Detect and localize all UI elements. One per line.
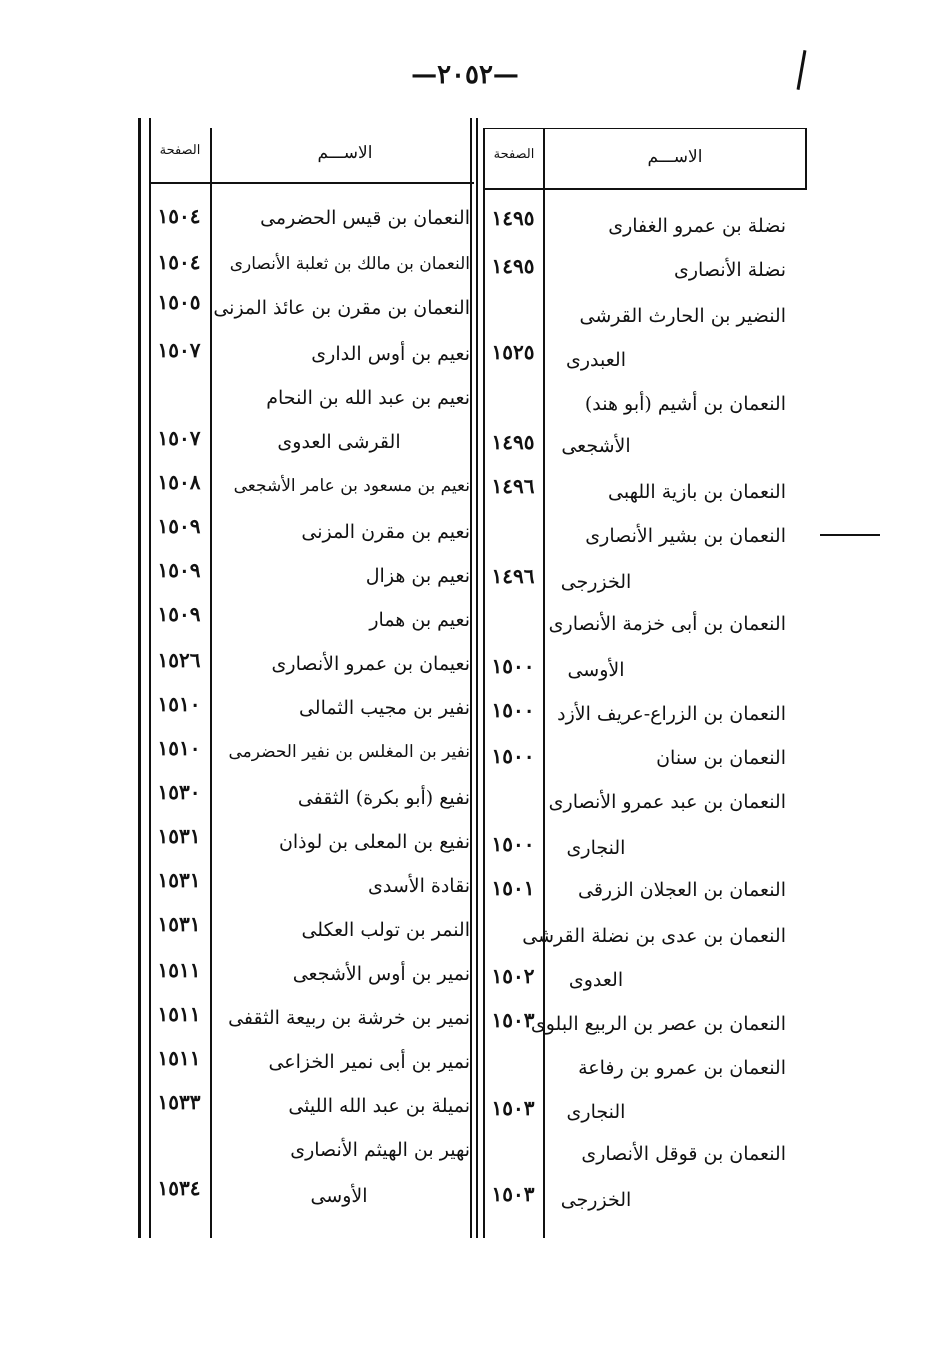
entry-page: ١٥١١ bbox=[157, 1002, 201, 1026]
entry-page: ١٤٩٦ bbox=[491, 474, 535, 498]
entry-name-continued: النجارى bbox=[566, 837, 626, 859]
entry-name: نعيم بن همار bbox=[369, 609, 470, 631]
rule-left-outer bbox=[138, 118, 141, 1238]
entry-page bbox=[483, 1046, 543, 1082]
entry-page: ١٥٠٨ bbox=[157, 470, 201, 494]
entry-page: ١٥٠٠ bbox=[491, 654, 535, 678]
entry-name: النعمان بن قوقل الأنصارى bbox=[581, 1143, 786, 1165]
entry-name: نعيم بن أوس الدارى bbox=[311, 343, 470, 365]
entry-name: نضلة الأنصارى bbox=[674, 259, 786, 281]
entry-page bbox=[483, 378, 543, 414]
entry-name: النعمان بن بازية اللهبى bbox=[608, 481, 786, 503]
entry-page bbox=[483, 600, 543, 636]
entry-name: نعيم بن مقرن المزنى bbox=[301, 521, 470, 543]
header-top-right bbox=[483, 128, 807, 129]
entry-name: النعمان بن عبد عمرو الأنصارى bbox=[548, 791, 786, 813]
entry-name: نمير بن أبى نمير الخزاعى bbox=[268, 1051, 470, 1073]
entry-page: ١٥٣٠ bbox=[157, 780, 201, 804]
entry-page: ١٥٠٩ bbox=[157, 602, 201, 626]
entry-page: ١٥٠٥ bbox=[157, 290, 201, 314]
entry-page: ١٥٠٠ bbox=[491, 698, 535, 722]
entry-page: ١٤٩٥ bbox=[491, 430, 535, 454]
entry-name: النعمان بن بشير الأنصارى bbox=[585, 525, 786, 547]
entry-page: ١٥٣١ bbox=[157, 824, 201, 848]
entry-name: النعمان بن عمرو بن رفاعة bbox=[578, 1057, 786, 1079]
entry-name: نمير بن أوس الأشجعى bbox=[292, 963, 470, 985]
entry-name: النعمان بن العجلان الزرقى bbox=[578, 879, 786, 901]
entry-name: نعيم بن هزال bbox=[365, 565, 470, 587]
entry-name: نفيع (أبو بكرة) الثقفى bbox=[297, 787, 470, 809]
entry-page: ١٥٠١ bbox=[491, 876, 535, 900]
entry-name: النعمان بن أشيم (أبو هند) bbox=[584, 393, 786, 415]
entry-name-continued: العدوى bbox=[568, 969, 624, 991]
header-underline-right bbox=[483, 188, 807, 190]
header-name-left: الاســـم bbox=[317, 143, 373, 163]
entry-name-continued: الأوسى bbox=[310, 1185, 368, 1207]
entry-name: نفيع بن المعلى بن لوذان bbox=[278, 831, 470, 853]
entry-name-continued: الخزرجى bbox=[560, 1189, 632, 1211]
entry-page bbox=[483, 1130, 543, 1166]
entry-page: ١٤٩٥ bbox=[491, 254, 535, 278]
entry-name: نهير بن الهيثم الأنصارى bbox=[290, 1139, 470, 1161]
entry-name: النعمان بن قيس الحضرمى bbox=[260, 207, 470, 229]
entry-name: النعمان بن مالك بن ثعلبة الأنصارى bbox=[229, 254, 470, 274]
entry-name: النعمان بن الزراع-عريف الأزد bbox=[557, 703, 786, 725]
entry-page: ١٥٠٩ bbox=[157, 558, 201, 582]
entry-name: نميلة بن عبد الله الليثى bbox=[288, 1095, 470, 1117]
entry-name-continued: العبدرى bbox=[566, 349, 626, 371]
entry-page: ١٥٠٣ bbox=[491, 1008, 535, 1032]
entry-page bbox=[483, 512, 543, 548]
entry-name-continued: النجارى bbox=[566, 1101, 626, 1123]
entry-name: النعمان بن أبى خزمة الأنصارى bbox=[548, 613, 786, 635]
entry-page: ١٥٢٥ bbox=[491, 340, 535, 364]
entry-name: نعيم بن عبد الله بن النحام bbox=[266, 387, 470, 409]
entry-page bbox=[483, 780, 543, 816]
entry-page: ١٥٠٢ bbox=[491, 964, 535, 988]
entry-page: ١٥٠٠ bbox=[491, 832, 535, 856]
entry-name: النمر بن تولب العكلى bbox=[301, 919, 470, 941]
entry-page bbox=[483, 290, 543, 326]
entry-page: ١٥٠٠ bbox=[491, 744, 535, 768]
entry-page: ١٤٩٦ bbox=[491, 564, 535, 588]
entry-page: ١٥٠٤ bbox=[157, 250, 201, 274]
entry-name-continued: الأوسى bbox=[567, 659, 625, 681]
entry-name-continued: القرشى العدوى bbox=[277, 431, 401, 453]
header-name-right: الاســـم bbox=[647, 147, 703, 167]
entry-name: نمير بن خرشة بن ربيعة الثقفى bbox=[228, 1007, 470, 1029]
entry-page: ١٥٠٧ bbox=[157, 338, 201, 362]
entry-name: النضير بن الحارث القرشى bbox=[579, 305, 786, 327]
entry-page: ١٥٣١ bbox=[157, 868, 201, 892]
entry-name: نقادة الأسدى bbox=[367, 875, 470, 897]
page-number: —٢٠٥٢— bbox=[411, 60, 519, 90]
entry-page: ١٥٠٩ bbox=[157, 514, 201, 538]
entry-name: نعيم بن مسعود بن عامر الأشجعى bbox=[233, 476, 470, 496]
rule-right-outer bbox=[805, 128, 807, 190]
entry-page: ١٥١١ bbox=[157, 958, 201, 982]
entry-name: النعمان بن مقرن بن عائذ المزنى bbox=[213, 297, 470, 319]
entry-name: النعمان بن سنان bbox=[656, 747, 786, 769]
entry-name: نضلة بن عمرو الغفارى bbox=[608, 215, 786, 237]
header-underline-left bbox=[150, 182, 474, 184]
entry-page: ١٤٩٥ bbox=[491, 206, 535, 230]
entry-page: ١٥٠٧ bbox=[157, 426, 201, 450]
entry-page: ١٥٣٤ bbox=[157, 1176, 201, 1200]
entry-name: النعمان بن عدى بن نضلة القرشى bbox=[522, 925, 786, 947]
entry-name: نفير بن مجيب الثمالى bbox=[298, 697, 470, 719]
entry-name: نفير بن المغلس بن نفير الحضرمى bbox=[228, 742, 470, 762]
entry-page: ١٥٣٣ bbox=[157, 1090, 201, 1114]
entry-page: ١٥٢٦ bbox=[157, 648, 201, 672]
entry-name: نعيمان بن عمرو الأنصارى bbox=[271, 653, 470, 675]
entry-page: ١٥١٠ bbox=[157, 736, 201, 760]
header-page-right: الصفحة bbox=[493, 147, 535, 162]
entry-page: ١٥٠٣ bbox=[491, 1182, 535, 1206]
entry-page: ١٥٣١ bbox=[157, 912, 201, 936]
entry-page bbox=[483, 912, 543, 948]
entry-page: ١٥١١ bbox=[157, 1046, 201, 1070]
entry-name-continued: الخزرجى bbox=[560, 571, 632, 593]
entry-name-continued: الأشجعى bbox=[561, 435, 631, 457]
entry-page: ١٥٠٤ bbox=[157, 204, 201, 228]
entry-page: ١٥١٠ bbox=[157, 692, 201, 716]
header-page-left: الصفحة bbox=[159, 143, 201, 158]
entry-name: النعمان بن عصر بن الربيع البلوى bbox=[530, 1013, 786, 1035]
entry-page: ١٥٠٣ bbox=[491, 1096, 535, 1120]
